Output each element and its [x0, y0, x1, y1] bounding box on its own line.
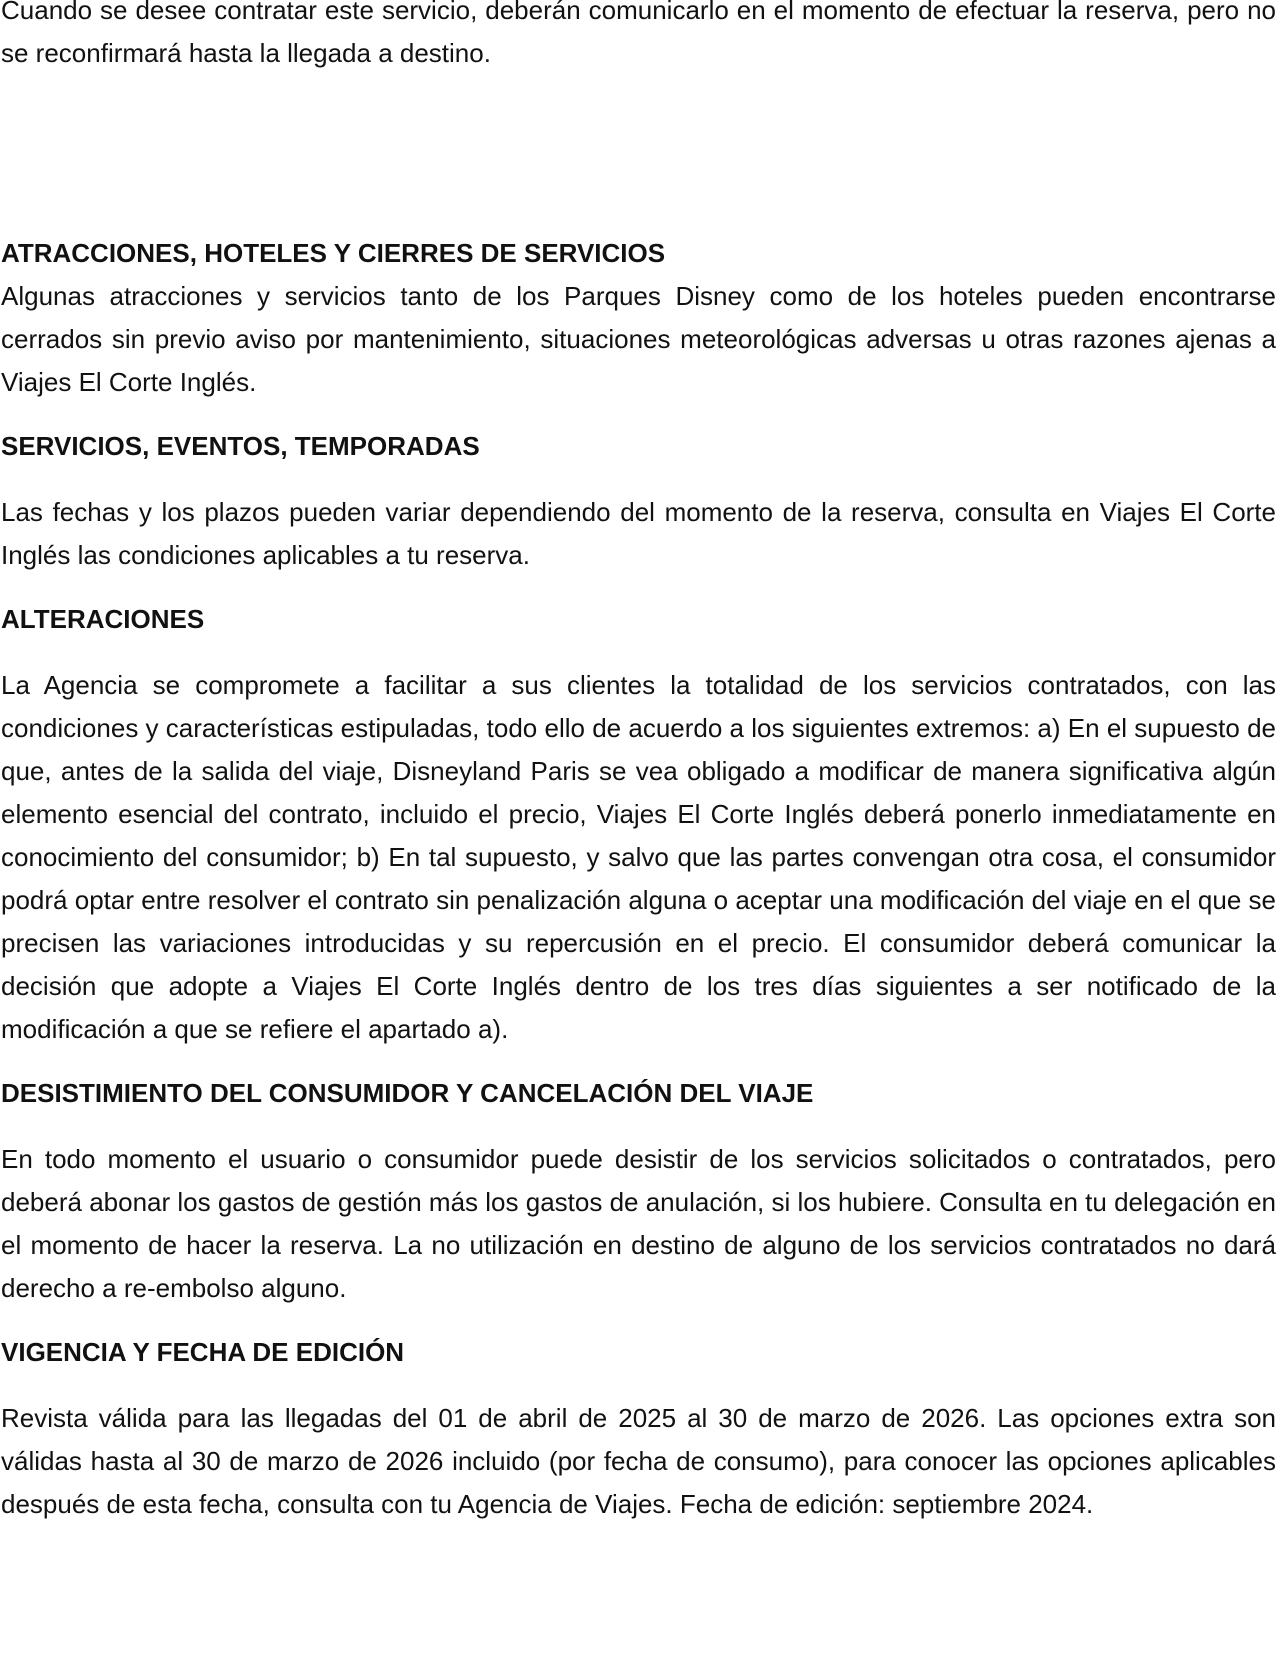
paragraph-alteraciones: La Agencia se compromete a facilitar a sus clientes la totalidad de los servicios contratados, con las condiciones y características estipuladas, todo ello de acuerdo a los siguientes extremos: a) En el supuesto de que, antes de la salida del viaje, Disneyland Paris se vea obligado a modificar de manera significativa algún elemento esencial del contrato, incluido el precio, Viajes El Corte Inglés deberá ponerlo inmediatamente en conocimiento del consumidor; b) En tal supuesto, y salvo que las partes convengan otra cosa, el consumidor podrá optar entre resolver el contrato sin penalización alguna o aceptar una modificación del viaje en el que se precisen las variaciones introducidas y su repercusión en el precio. El consumidor deberá comunicar la decisión que adopte a Viajes El Corte Inglés dentro de los tres días siguientes a ser notificado de la modificación a que se refiere el apartado a).: [1, 670, 1276, 1044]
heading-desistimiento: DESISTIMIENTO DEL CONSUMIDOR Y CANCELACIÓN DEL VIAJE: [1, 1078, 814, 1108]
paragraph-desistimiento: En todo momento el usuario o consumidor puede desistir de los servicios solicitados o contratados, pero deberá abonar los gastos de gestión más los gastos de anulación, si los hubiere. Consulta en tu delegación en el momento de hacer la reserva. La no utilización en destino de alguno de los servicios contratados no dará derecho a re-embolso alguno.: [1, 1144, 1276, 1303]
intro-paragraph: Cuando se desee contratar este servicio, deberán comunicarlo en el momento de efectuar la reserva, pero no se reconfirmará hasta la llegada a destino.: [1, 0, 1276, 68]
heading-alteraciones: ALTERACIONES: [1, 604, 205, 634]
heading-servicios: SERVICIOS, EVENTOS, TEMPORADAS: [1, 431, 480, 461]
heading-vigencia: VIGENCIA Y FECHA DE EDICIÓN: [1, 1337, 405, 1367]
heading-atracciones: ATRACCIONES, HOTELES Y CIERRES DE SERVICIOS: [1, 238, 666, 268]
paragraph-atracciones: Algunas atracciones y servicios tanto de los Parques Disney como de los hoteles pueden encontrarse cerrados sin previo aviso por mantenimiento, situaciones meteorológicas adversas u otras razones ajenas a Viajes El Corte Inglés.: [1, 281, 1276, 397]
paragraph-servicios: Las fechas y los plazos pueden variar dependiendo del momento de la reserva, consulta en Viajes El Corte Inglés las condiciones aplicables a tu reserva.: [1, 497, 1276, 570]
paragraph-vigencia: Revista válida para las llegadas del 01 de abril de 2025 al 30 de marzo de 2026. Las opciones extra son válidas hasta al 30 de marzo de 2026 incluido (por fecha de consumo), para conocer las opciones aplicables después de esta fecha, consulta con tu Agencia de Viajes. Fecha de edición: septiembre 2024.: [1, 1403, 1276, 1519]
